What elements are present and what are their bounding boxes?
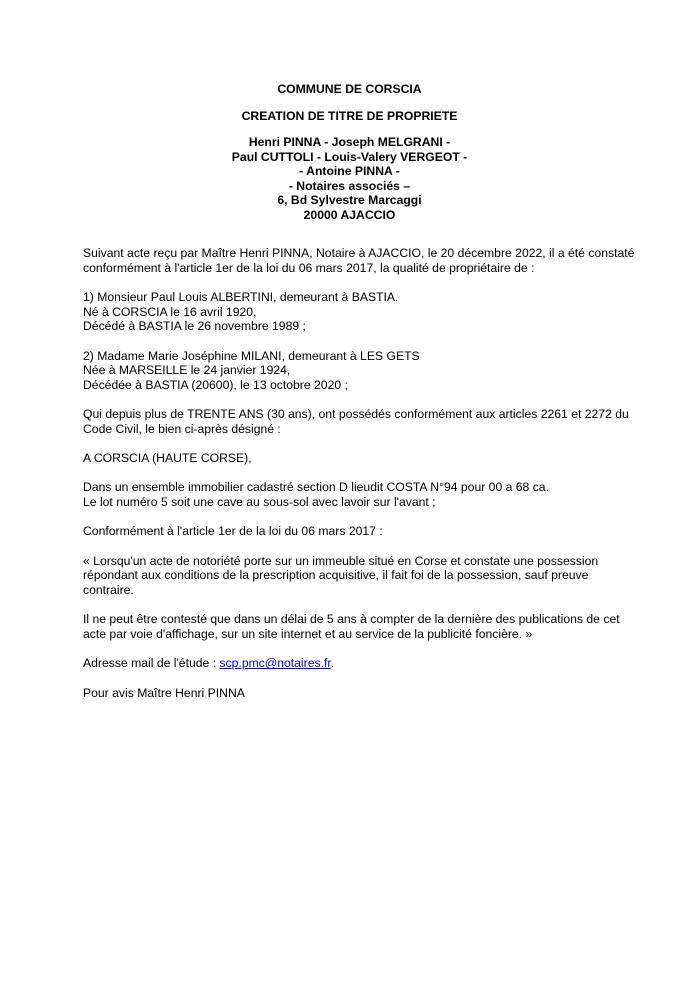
document-body	[83, 246, 643, 715]
text-line: Décédée à BASTIA (20600), le 13 octobre 2020 ;	[83, 377, 348, 392]
text-line: acte par voie d'affichage, sur un site internet et au service de la publicité foncière. »	[83, 626, 533, 641]
text-line: Le lot numéro 5 soit une cave au sous-sol avec lavoir sur l'avant ;	[83, 495, 436, 510]
text-line: Née à MARSEILLE le 24 janvier 1924,	[83, 363, 291, 378]
notaries-line: Paul CUTTOLI - Louis-Valery VERGEOT -	[231, 149, 468, 164]
email-paragraph	[83, 656, 643, 671]
text-line: Suivant acte reçu par Maître Henri PINNA, Notaire à AJACCIO, le 20 décembre 2022, il a été constaté	[83, 246, 635, 260]
text-line: contraire.	[83, 582, 134, 597]
signature-paragraph	[83, 686, 643, 701]
text-line: « Lorsqu'un acte de notoriété porte sur un immeuble situé en Corse et constate une possession	[83, 553, 599, 568]
commune-title-text: COMMUNE DE CORSCIA	[277, 82, 422, 96]
email-label: Adresse mail de l'étude :	[83, 656, 220, 671]
notaries-line: - Antoine PINNA -	[299, 164, 400, 179]
commune-title	[0, 82, 699, 97]
text-line: 2) Madame Marie Joséphine MILANI, demeurant à LES GETS	[83, 348, 420, 363]
email-suffix: .	[330, 656, 335, 671]
notaries-block	[0, 135, 699, 223]
document-subtitle	[0, 109, 699, 124]
text-line: Code Civil, le bien ci-après désigné :	[83, 421, 281, 436]
notaries-line: Henri PINNA - Joseph MELGRANI -	[248, 135, 451, 149]
text-line: A CORSCIA (HAUTE CORSE),	[83, 451, 252, 466]
text-line: Conformément à l'article 1er de la loi du 06 mars 2017 :	[83, 524, 383, 539]
notaries-city: 20000 AJACCIO	[303, 207, 396, 222]
quote-paragraph-2	[83, 612, 643, 641]
text-line: Dans un ensemble immobilier cadastré section D lieudit COSTA N°94 pour 00 a 68 ca.	[83, 480, 549, 495]
text-line: Il ne peut être contesté que dans un délai de 5 ans à compter de la dernière des publications de cet	[83, 612, 620, 627]
owner-1-paragraph	[83, 290, 643, 334]
text-line: Qui depuis plus de TRENTE ANS (30 ans), ont possédés conformément aux articles 2261 et 2272 du	[83, 407, 629, 422]
email-link[interactable]: scp.pmc@notaires.fr	[219, 656, 331, 671]
text-line: 1) Monsieur Paul Louis ALBERTINI, demeurant à BASTIA.	[83, 289, 399, 304]
quote-paragraph-1	[83, 554, 643, 598]
text-line: conformément à l'article 1er de la loi du 06 mars 2017, la qualité de propriétaire de :	[83, 260, 535, 275]
signature-text: Pour avis Maître Henri PINNA	[83, 685, 245, 700]
text-line: Décédé à BASTIA le 26 novembre 1989 ;	[83, 319, 306, 334]
text-line: Né à CORSCIA le 16 avril 1920,	[83, 304, 257, 319]
text-line: répondant aux conditions de la prescription acquisitive, il fait foi de la possession, sauf preuve	[83, 568, 589, 583]
owner-2-paragraph	[83, 349, 643, 393]
possession-paragraph	[83, 407, 643, 436]
notaries-line: - Notaires associés –	[288, 178, 411, 193]
notaries-address: 6, Bd Sylvestre Marcaggi	[277, 193, 422, 208]
property-paragraph	[83, 480, 643, 509]
intro-paragraph	[83, 246, 643, 275]
email-line	[83, 656, 643, 671]
law-reference-paragraph	[83, 524, 643, 539]
location-paragraph	[83, 451, 643, 466]
document-subtitle-text: CREATION DE TITRE DE PROPRIETE	[241, 109, 458, 123]
